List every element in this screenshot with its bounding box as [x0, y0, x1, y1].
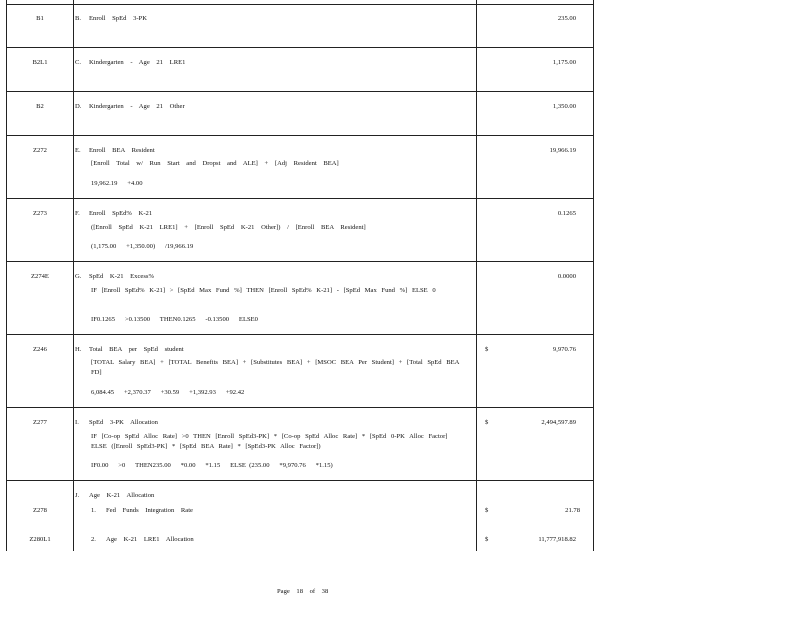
- row-separator: [6, 91, 594, 92]
- row-letter: H.: [75, 346, 82, 353]
- row-title: Enroll SpEd% K-21: [89, 210, 153, 217]
- table-col-divider-1: [73, 0, 74, 551]
- row-code: Z273: [33, 210, 47, 217]
- row-letter: I.: [75, 419, 79, 426]
- row-code: B2: [36, 103, 44, 110]
- row-amount: 1,175.00: [552, 59, 576, 66]
- row-separator: [6, 47, 594, 48]
- dollar-sign: $: [485, 346, 489, 353]
- row-separator: [6, 198, 594, 199]
- row-separator: [6, 334, 594, 335]
- section-title: Age K-21 Allocation: [89, 492, 155, 499]
- row-code: B1: [36, 15, 44, 22]
- row-amount: 19,966.19: [549, 147, 576, 154]
- row-amount: 2,494,597.89: [541, 419, 576, 426]
- page-number: Page 18 of 38: [277, 588, 329, 595]
- row-code: Z246: [33, 346, 47, 353]
- table-right-border: [593, 0, 594, 551]
- row-calculation: IF0.1265 >0.13500 THEN0.1265 -0.13500 ELSE0: [91, 316, 258, 323]
- row-letter: G.: [75, 273, 82, 280]
- row-title: Fed Funds Integration Rate: [106, 507, 193, 514]
- row-letter: B.: [75, 15, 82, 22]
- row-separator: [6, 4, 594, 5]
- row-formula: IF [Co-op SpEd Alloc Rate] >0 THEN [Enroll SpEd3-PK] * [Co-op SpEd Alloc Rate] * [SpEd 0-PK Alloc Factor] ELSE ([Enroll SpEd3-PK] * [SpEd BEA Rate] * [SpEd3-PK Alloc Factor]): [91, 433, 448, 450]
- row-code: Z272: [33, 147, 47, 154]
- row-letter: J.: [75, 492, 80, 499]
- row-formula: [TOTAL Salary BEA] + [TOTAL Benefits BEA] + [Substitutes BEA] + [MSOC BEA Per Student] + [Total SpEd BEA FD]: [91, 359, 460, 376]
- item-number: 1.: [91, 507, 96, 514]
- row-title: Enroll BEA Resident: [89, 147, 155, 154]
- row-code: B2L1: [32, 59, 48, 66]
- row-title: Kindergarten - Age 21 Other: [89, 103, 185, 110]
- row-formula: [Enroll Total w/ Run Start and Dropst and ALE] + [Adj Resident BEA]: [91, 160, 339, 167]
- dollar-sign: $: [485, 507, 489, 514]
- row-title: Enroll SpEd 3-PK: [89, 15, 147, 22]
- row-calculation: 19,962.19 +4.00: [91, 180, 143, 187]
- table-col-divider-2: [476, 0, 477, 551]
- row-title: SpEd K-21 Excess%: [89, 273, 154, 280]
- row-separator: [6, 480, 594, 481]
- row-code: Z280L1: [29, 536, 51, 543]
- row-calculation: IF0.00 >0 THEN235.00 *0.00 *1.15 ELSE (235.00 *9,970.76 *1.15): [91, 462, 333, 469]
- dollar-sign: $: [485, 419, 489, 426]
- row-amount: 11,777,918.82: [538, 536, 576, 543]
- row-separator: [6, 261, 594, 262]
- row-title: Total BEA per SpEd student: [89, 346, 184, 353]
- row-amount: 0.1265: [557, 210, 576, 217]
- item-number: 2.: [91, 536, 96, 543]
- row-amount: 235.00: [557, 15, 576, 22]
- dollar-sign: $: [485, 536, 489, 543]
- row-title: Age K-21 LRE1 Allocation: [106, 536, 194, 543]
- row-separator: [6, 407, 594, 408]
- row-amount: 9,970.76: [552, 346, 576, 353]
- row-letter: D.: [75, 103, 82, 110]
- row-letter: E.: [75, 147, 81, 154]
- row-letter: C.: [75, 59, 82, 66]
- row-code: Z274E: [31, 273, 49, 280]
- row-title: SpEd 3-PK Allocation: [89, 419, 158, 426]
- row-amount: 1,350.00: [552, 103, 576, 110]
- row-letter: F.: [75, 210, 80, 217]
- table-left-border: [6, 0, 7, 551]
- row-calculation: (1,175.00 +1,350.00) /19,966.19: [91, 243, 194, 250]
- row-amount: 21.78: [565, 507, 580, 514]
- row-title: Kindergarten - Age 21 LRE1: [89, 59, 186, 66]
- row-code: Z278: [33, 507, 47, 514]
- row-code: Z277: [33, 419, 47, 426]
- row-amount: 0.0000: [557, 273, 576, 280]
- row-calculation: 6,084.45 +2,370.37 +30.59 +1,392.93 +92.42: [91, 389, 245, 396]
- row-formula: IF [Enroll SpEd% K-21] > [SpEd Max Fund %] THEN [Enroll SpEd% K-21] - [SpEd Max Fund %] ELSE 0: [91, 287, 436, 294]
- row-separator: [6, 135, 594, 136]
- row-formula: ([Enroll SpEd K-21 LRE1] + [Enroll SpEd K-21 Other]) / [Enroll BEA Resident]: [91, 224, 366, 231]
